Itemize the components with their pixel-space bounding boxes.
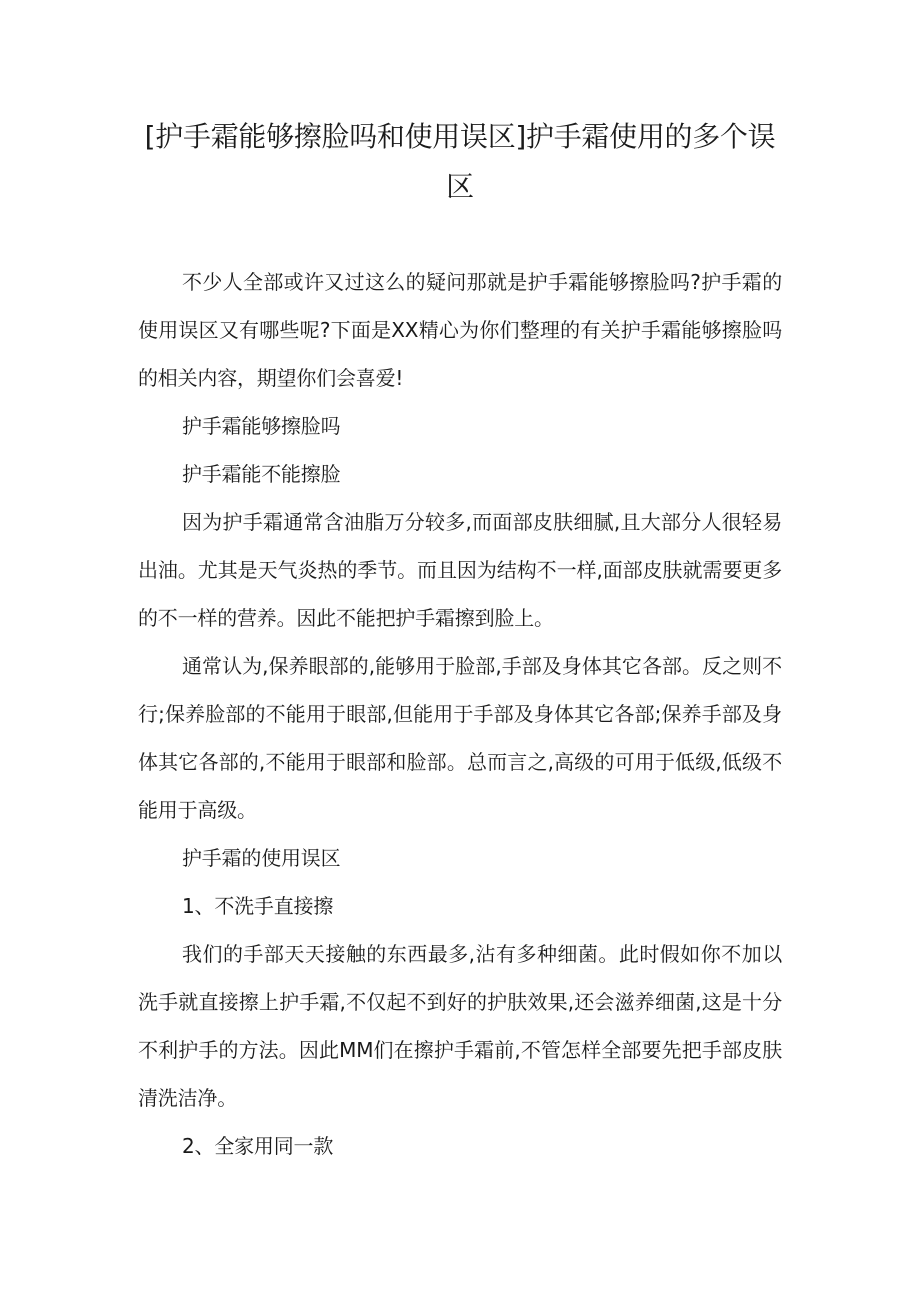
subheading-can-or-cannot: 护手霜能不能擦脸	[182, 462, 341, 486]
misconception-1-paragraph: 我们的手部天天接触的东西最多,沾有多种细菌。此时假如你不加以洗手就直接擦上护手霜,不仅起不到好的护肤效果,还会滋养细菌,这是十分不利护手的方法。因此MM们在擦护手霜前,不管怎样全部要先把手部皮肤清洗洁净。	[138, 942, 782, 1110]
section-heading-misconceptions: 护手霜的使用误区	[182, 846, 341, 870]
intro-paragraph: 不少人全部或许又过这么的疑问那就是护手霜能够擦脸吗?护手霜的使用误区又有哪些呢?下面是XX精心为你们整理的有关护手霜能够擦脸吗的相关内容，期望你们会喜爱!	[138, 270, 782, 390]
section-heading-can-use-on-face: 护手霜能够擦脸吗	[182, 414, 341, 438]
reason-paragraph: 因为护手霜通常含油脂万分较多,而面部皮肤细腻,且大部分人很轻易出油。尤其是天气炎热的季节。而且因为结构不一样,面部皮肤就需要更多的不一样的营养。因此不能把护手霜擦到脸上。	[138, 510, 782, 630]
usage-rule-paragraph: 通常认为,保养眼部的,能够用于脸部,手部及身体其它各部。反之则不行;保养脸部的不能用于眼部,但能用于手部及身体其它各部;保养手部及身体其它各部的,不能用于眼部和脸部。总而言之,高级的可用于低级,低级不能用于高级。	[138, 654, 782, 822]
document-body	[138, 258, 782, 1170]
misconception-1-heading: 1、不洗手直接擦	[182, 894, 334, 918]
misconception-2-heading: 2、全家用同一款	[182, 1134, 334, 1158]
document-title: [护手霜能够擦脸吗和使用误区]护手霜使用的多个误区	[144, 120, 776, 203]
